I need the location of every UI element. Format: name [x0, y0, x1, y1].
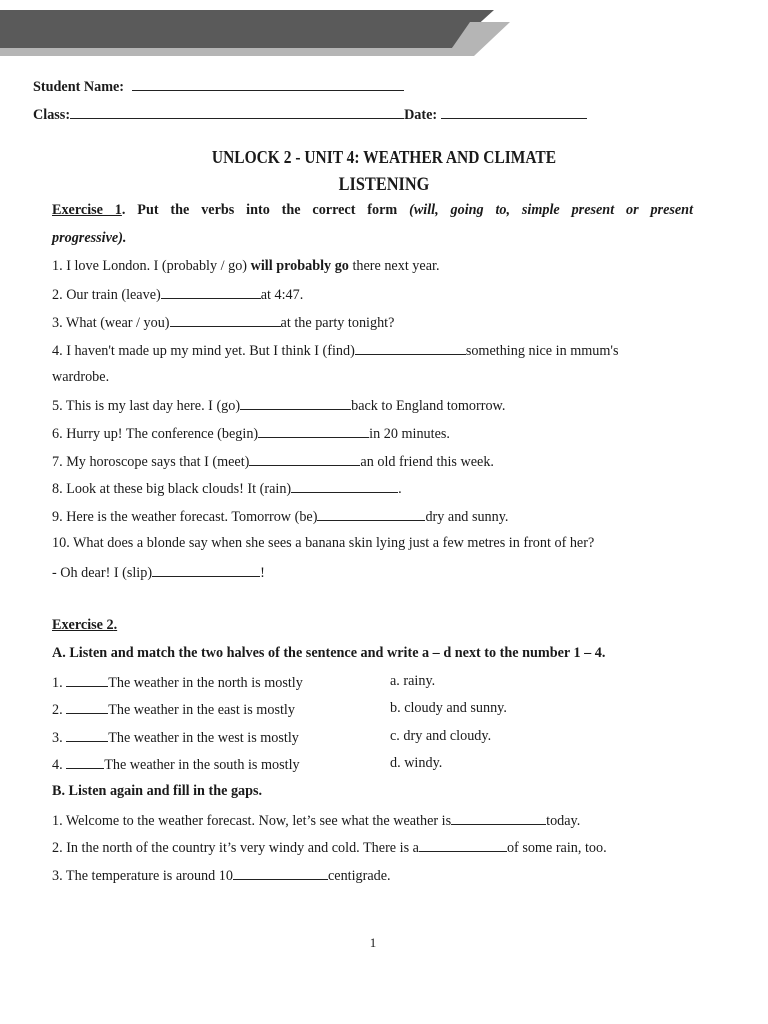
exercise1-instruction-cont: progressive).	[52, 230, 127, 246]
student-name-row	[33, 77, 404, 96]
match-blank[interactable]	[66, 755, 104, 769]
exercise1-item: 8. Look at these big black clouds! It (rain) .	[52, 481, 402, 497]
answer-blank[interactable]	[249, 452, 360, 466]
gap-blank[interactable]	[419, 838, 507, 852]
match-row: 4. The weather in the south is mostly	[52, 757, 300, 773]
answer-blank[interactable]	[152, 563, 260, 577]
answer-blank[interactable]	[355, 341, 466, 355]
exercise1-item: 2. Our train (leave) at 4:47.	[52, 287, 304, 303]
answer-blank[interactable]	[170, 313, 281, 327]
exercise1-instruction: Exercise 1. Put the verbs into the correct form (will, going to, simple present or present	[52, 202, 694, 218]
exercise1-item-cont: wardrobe.	[52, 369, 110, 385]
exercise1-item: 6. Hurry up! The conference (begin) in 20 minutes.	[52, 426, 450, 442]
answer-blank[interactable]	[291, 479, 398, 493]
class-label: Class:	[33, 107, 71, 123]
gap-blank[interactable]	[233, 866, 328, 880]
match-blank[interactable]	[66, 700, 108, 714]
match-option: c. dry and cloudy.	[390, 728, 492, 744]
student-name-label: Student Name:	[33, 79, 125, 95]
match-row: 2. The weather in the east is mostly	[52, 702, 295, 718]
exercise1-heading: Exercise 1	[52, 202, 122, 218]
match-option: d. windy.	[390, 755, 443, 771]
exercise1-item: 10. What does a blonde say when she sees a banana skin lying just a few metres in front of her?	[52, 535, 595, 551]
page-number: 1	[369, 935, 377, 950]
answer-blank[interactable]	[240, 396, 351, 410]
match-blank[interactable]	[66, 728, 108, 742]
date-label: Date:	[404, 107, 438, 123]
class-date-row	[33, 105, 587, 124]
exercise1-item: 1. I love London. I (probably / go) will probably go there next year.	[52, 258, 440, 274]
page-title: UNLOCK 2 - UNIT 4: WEATHER AND CLIMATE	[211, 147, 557, 167]
exercise1-item: 7. My horoscope says that I (meet) an old friend this week.	[52, 454, 494, 470]
gap-item: 2. In the north of the country it’s very windy and cold. There is a of some rain, too.	[52, 840, 607, 856]
page-subtitle: LISTENING	[338, 174, 430, 195]
example-answer: will probably go	[250, 258, 349, 274]
header-banner	[0, 0, 768, 60]
match-option: a. rainy.	[390, 673, 436, 689]
match-row: 1. The weather in the north is mostly	[52, 675, 303, 691]
class-field[interactable]	[70, 105, 404, 119]
gap-item: 3. The temperature is around 10 centigrade.	[52, 868, 391, 884]
student-name-field[interactable]	[132, 77, 404, 91]
exercise2-part-a: A. Listen and match the two halves of the sentence and write a – d next to the number 1 – 4.	[52, 645, 606, 661]
exercise1-item-cont: - Oh dear! I (slip) !	[52, 565, 265, 581]
match-row: 3. The weather in the west is mostly	[52, 730, 299, 746]
gap-blank[interactable]	[451, 811, 546, 825]
exercise1-item: 5. This is my last day here. I (go) back to England tomorrow.	[52, 398, 506, 414]
answer-blank[interactable]	[161, 285, 261, 299]
gap-item: 1. Welcome to the weather forecast. Now, let’s see what the weather is today.	[52, 813, 581, 829]
answer-blank[interactable]	[317, 507, 425, 521]
banner-dark-stripe	[0, 10, 494, 48]
exercise1-item: 4. I haven't made up my mind yet. But I think I (find) something nice in mmum's	[52, 343, 619, 359]
exercise2-part-b: B. Listen again and fill in the gaps.	[52, 783, 263, 799]
exercise1-item: 9. Here is the weather forecast. Tomorrow (be) dry and sunny.	[52, 509, 509, 525]
answer-blank[interactable]	[258, 424, 369, 438]
match-blank[interactable]	[66, 673, 108, 687]
exercise1-item: 3. What (wear / you) at the party tonight?	[52, 315, 395, 331]
date-field[interactable]	[441, 105, 587, 119]
match-option: b. cloudy and sunny.	[390, 700, 507, 716]
exercise2-heading: Exercise 2.	[52, 617, 118, 633]
